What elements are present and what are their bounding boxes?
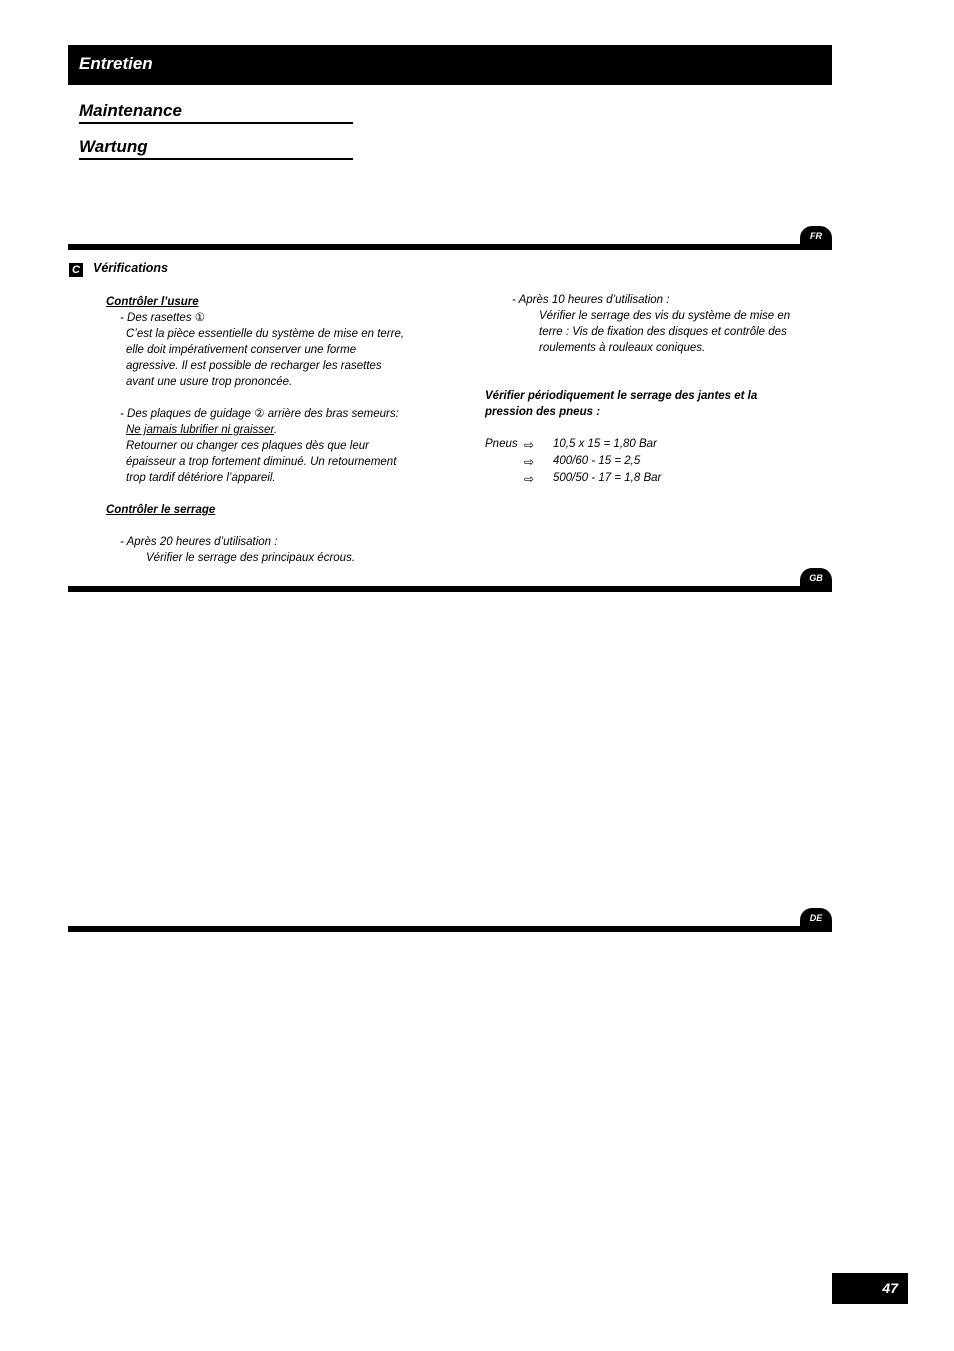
lang-tab-de: DE [800, 908, 832, 930]
plaques-warning-line [126, 422, 277, 438]
plaques-warning-end: . [273, 424, 278, 436]
arrow-right-icon: ⇨ [524, 472, 535, 486]
apres20-line: - Après 20 heures d’utilisation : [120, 536, 278, 548]
apres20-text: Vérifier le serrage des principaux écrous. [146, 552, 356, 564]
arrow-right-icon: ⇨ [524, 438, 535, 452]
pneus-value-2: 400/60 - 15 = 2,5 [553, 455, 641, 467]
plaques-text-3: trop tardif détériore l’appareil. [126, 472, 276, 484]
page-title: Entretien [79, 54, 153, 73]
plaques-text-1: Retourner ou changer ces plaques dès que leur [126, 440, 369, 452]
apres10-text-1: Vérifier le serrage des vis du système de mise en [539, 310, 791, 322]
jantes-note-1: Vérifier périodiquement le serrage des jantes et la [485, 390, 758, 402]
plaques-warning: Ne jamais lubrifier ni graisser [126, 424, 274, 436]
section-rule-fr [68, 244, 832, 250]
pneus-label: Pneus [485, 438, 518, 450]
rasettes-text-4: avant une usure trop prononcée. [126, 376, 293, 388]
lang-tab-fr: FR [800, 226, 832, 248]
rasettes-text-3: agressive. Il est possible de recharger les rasettes [126, 360, 382, 372]
rasettes-text-1: C’est la pièce essentielle du système de mise en terre, [126, 328, 405, 340]
apres10-text-3: roulements à rouleaux coniques. [539, 342, 706, 354]
header-bar [68, 45, 832, 85]
section-rule-gb [68, 586, 832, 592]
rasettes-line: - Des rasettes ① [120, 312, 206, 324]
section-rule-de [68, 926, 832, 932]
rasettes-text-2: elle doit impérativement conserver une forme [126, 344, 357, 356]
subtitle-maintenance: Maintenance [79, 101, 353, 124]
apres10-line: - Après 10 heures d’utilisation : [512, 294, 670, 306]
jantes-note-2: pression des pneus : [485, 406, 601, 418]
serrage-heading: Contrôler le serrage [106, 504, 216, 516]
section-title: Vérifications [93, 261, 169, 275]
section-letter-badge: C [69, 263, 83, 277]
subtitle-wartung: Wartung [79, 137, 353, 160]
pneus-value-3: 500/50 - 17 = 1,8 Bar [553, 472, 662, 484]
usure-heading: Contrôler l’usure [106, 296, 199, 308]
pneus-value-1: 10,5 x 15 = 1,80 Bar [553, 438, 657, 450]
lang-tab-gb: GB [800, 568, 832, 590]
plaques-line: - Des plaques de guidage ② arrière des bras semeurs: [120, 408, 399, 420]
page-number: 47 [832, 1273, 908, 1304]
arrow-right-icon: ⇨ [524, 455, 535, 469]
apres10-text-2: terre : Vis de fixation des disques et contrôle des [539, 326, 787, 338]
plaques-text-2: épaisseur a trop fortement diminué. Un retournement [126, 456, 397, 468]
